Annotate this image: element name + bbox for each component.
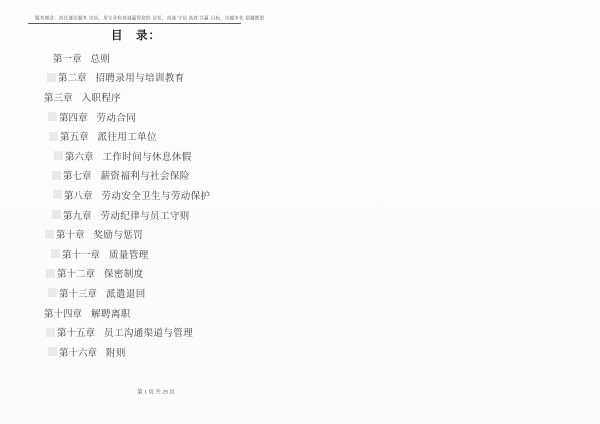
chapter-number: 第九章	[63, 211, 92, 222]
chapter-shade-box	[46, 269, 55, 278]
chapter-number: 第十四章	[44, 309, 83, 320]
toc-item	[0, 185, 600, 205]
chapter-number: 第十六章	[59, 348, 98, 359]
chapter-title: 派往用工单位	[97, 133, 157, 144]
toc-item	[0, 48, 600, 68]
toc-item	[0, 244, 600, 264]
chapter-shade-box	[54, 151, 63, 160]
header-divider-line	[28, 23, 241, 24]
chapter-title: 薪资福利与社会保险	[100, 172, 190, 183]
chapter-number: 第十一章	[62, 250, 101, 261]
toc-item	[0, 303, 600, 323]
chapter-number: 第十二章	[57, 270, 96, 281]
toc-item	[0, 322, 600, 342]
chapter-number: 第三章	[44, 93, 73, 104]
toc-item	[0, 166, 600, 186]
chapter-title: 入职程序	[81, 93, 122, 104]
toc-item	[0, 146, 600, 166]
chapter-title: 附则	[106, 348, 126, 359]
chapter-title: 奖励与惩罚	[93, 231, 144, 242]
chapter-title: 员工沟通渠道与管理	[104, 329, 194, 340]
chapter-number: 第一章	[53, 54, 82, 65]
chapter-title: 劳动合同	[96, 113, 137, 124]
chapter-shade-box	[52, 210, 61, 219]
chapter-title: 总则	[90, 54, 111, 65]
chapter-number: 第十五章	[57, 329, 96, 340]
toc-item	[0, 126, 600, 146]
chapter-number: 第六章	[65, 152, 94, 163]
chapter-title: 质量管理	[109, 250, 149, 261]
chapter-shade-box	[49, 132, 58, 141]
toc-item	[0, 107, 600, 127]
chapter-number: 第八章	[64, 191, 93, 202]
toc-item	[0, 264, 600, 284]
chapter-shade-box	[48, 112, 57, 121]
chapter-title: 派遣退回	[106, 289, 146, 300]
chapter-shade-box	[51, 249, 60, 258]
chapter-number: 第十三章	[59, 289, 98, 300]
chapter-shade-box	[47, 73, 56, 82]
chapter-title: 劳动纪律与员工守则	[100, 211, 190, 222]
chapter-title: 招聘录用与培训教育	[95, 74, 185, 85]
chapter-number: 第七章	[63, 172, 92, 183]
chapter-shade-box	[48, 347, 57, 356]
chapter-title: 解聘离职	[91, 309, 131, 320]
chapter-shade-box	[45, 230, 54, 239]
chapter-shade-box	[46, 328, 55, 337]
toc-item	[0, 342, 600, 362]
toc-item	[0, 68, 600, 88]
chapter-title: 工作时间与休息休假	[102, 152, 192, 163]
chapter-shade-box	[53, 190, 62, 199]
chapter-number: 第四章	[59, 113, 88, 124]
chapter-shade-box	[52, 171, 61, 180]
chapter-number: 第二章	[58, 74, 87, 85]
chapter-number: 第五章	[60, 133, 89, 144]
toc-item	[0, 87, 600, 107]
page-title: 目 录：	[111, 30, 161, 42]
page-number-footer: 第 1 页 共 29 页	[137, 388, 175, 395]
toc-item	[0, 283, 600, 303]
toc-item	[0, 205, 600, 225]
chapter-title: 保密制度	[104, 270, 144, 281]
page-header-slogan: 服务理念：责任速达服务·宗旨，用专业和真诚赢得您的·信任，真诚 守信 高效 共赢·目标，卓越争先 超越期望	[35, 15, 265, 21]
chapter-title: 劳动安全卫生与劳动保护	[101, 191, 211, 202]
toc-list	[0, 48, 600, 362]
toc-item	[0, 224, 600, 244]
chapter-shade-box	[48, 288, 57, 297]
chapter-number: 第十章	[56, 231, 85, 242]
